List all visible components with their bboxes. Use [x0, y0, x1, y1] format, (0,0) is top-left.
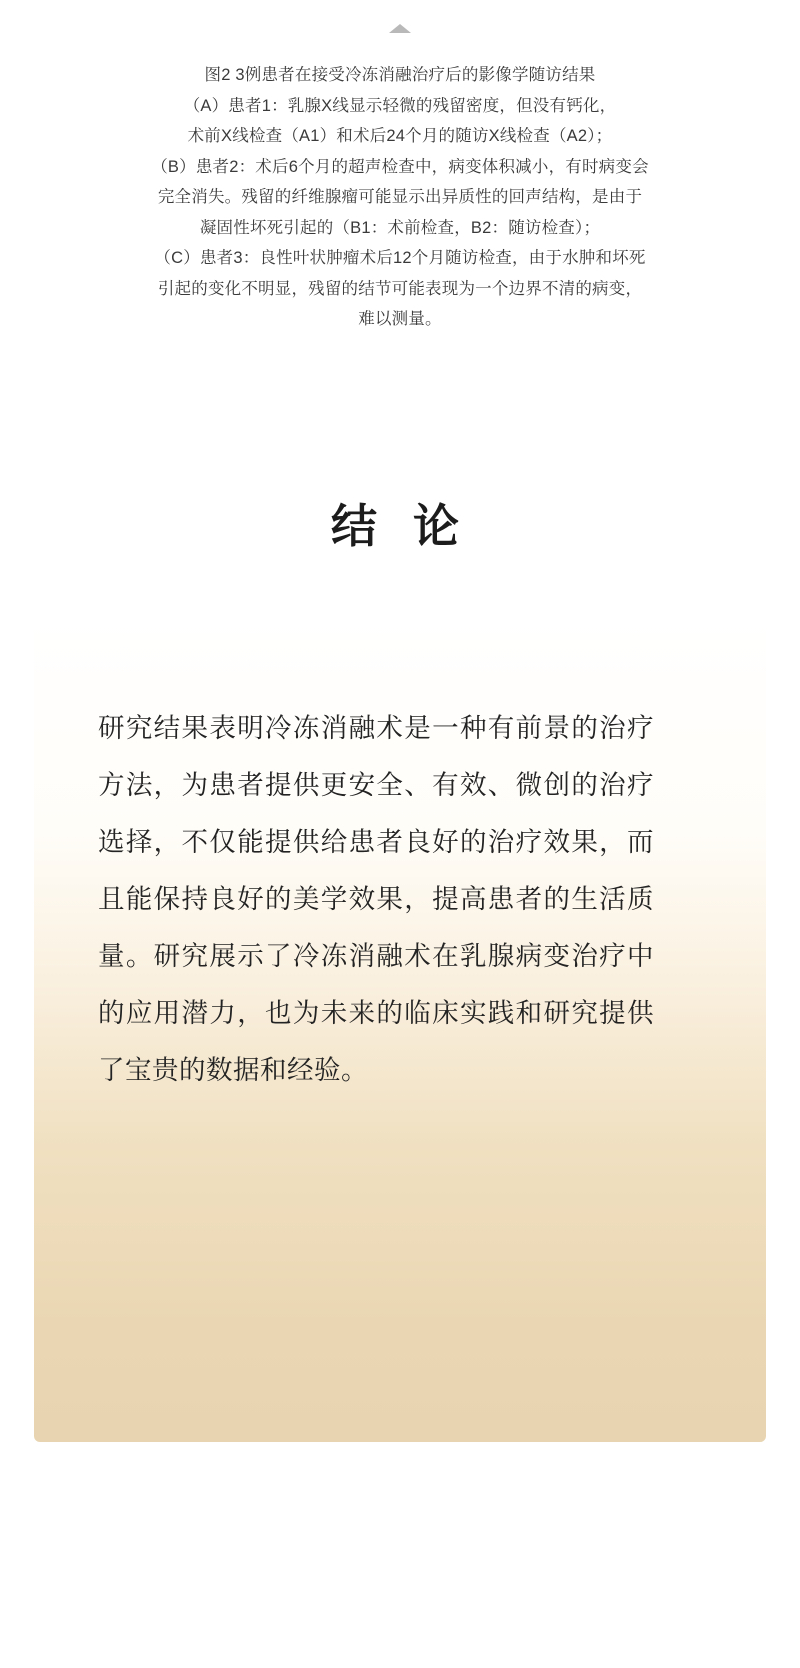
- figure-caption-line: 完全消失。残留的纤维腺瘤可能显示出异质性的回声结构，是由于: [157, 188, 643, 206]
- figure-caption-line: 术前X线检查（A1）和术后24个月的随访X线检查（A2）；: [187, 127, 613, 145]
- figure-caption-line: （A）患者1：乳腺X线显示轻微的残留密度，但没有钙化，: [183, 96, 617, 115]
- section-title: 结 论: [330, 499, 469, 553]
- scroll-up-indicator[interactable]: [0, 24, 800, 33]
- figure-caption-line: 难以测量。: [358, 310, 442, 328]
- figure-caption-line: 凝固性坏死引起的（B1：术前检查，B2：随访检查）；: [199, 218, 601, 237]
- chevron-up-icon: [389, 24, 411, 33]
- figure-caption-line: （C）患者3：良性叶状肿瘤术后12个月随访检查，由于水肿和坏死: [154, 249, 646, 267]
- figure-caption-line: 图2 3例患者在接受冷冻消融治疗后的影像学随访结果: [204, 66, 596, 84]
- conclusion-paragraph: 研究结果表明冷冻消融术是一种有前景的治疗方法，为患者提供更安全、有效、微创的治疗选择，不仅能提供给患者良好的治疗效果，而且能保持良好的美学效果，提高患者的生活质量。研究展示了冷冻消融术在乳腺病变治疗中的应用潜力，也为未来的临床实践和研究提供了宝贵的数据和经验。: [98, 713, 654, 1085]
- figure-caption-line: （B）患者2：术后6个月的超声检查中，病变体积减小，有时病变会: [151, 157, 649, 176]
- figure-caption-line: 引起的变化不明显，残留的结节可能表现为一个边界不清的病变，: [157, 279, 643, 298]
- figure-caption: [34, 60, 766, 335]
- conclusion-body: [98, 700, 654, 1099]
